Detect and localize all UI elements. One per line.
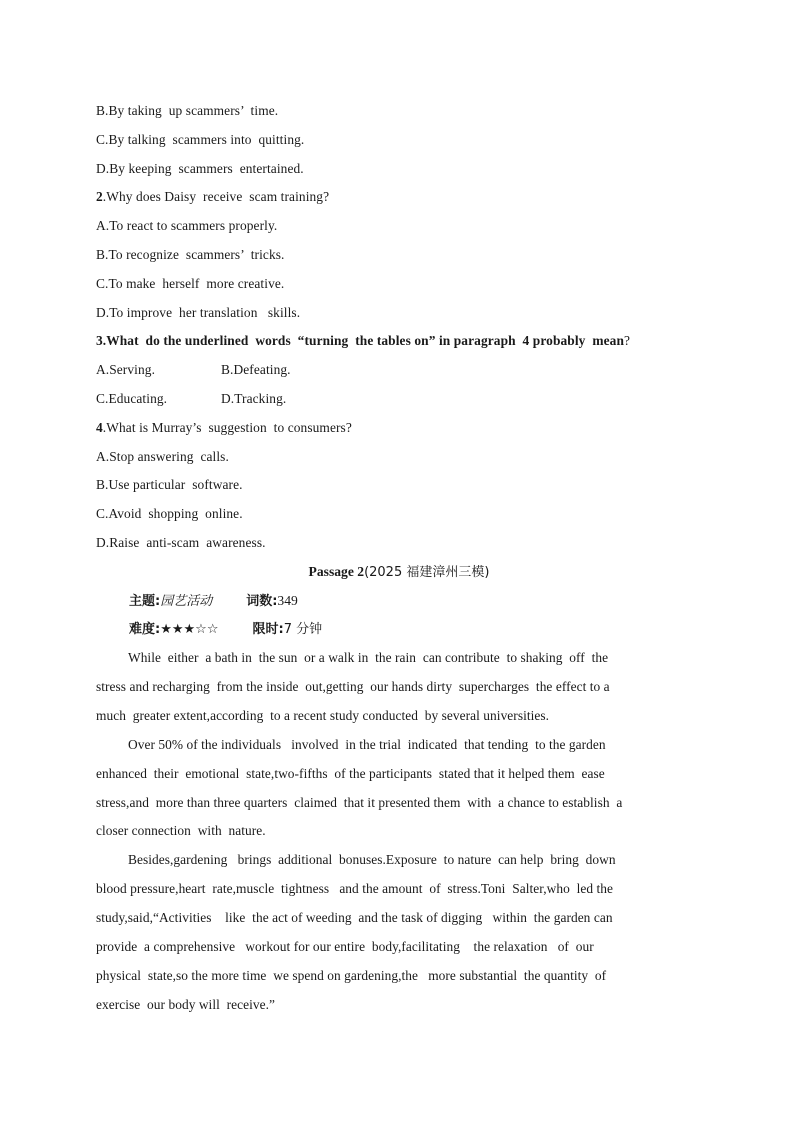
topic-label: 主题:	[129, 593, 161, 609]
passage-source: (2025 福建漳州三模)	[364, 564, 490, 580]
time-limit-label: 限时:	[252, 622, 284, 638]
paragraph-2	[96, 731, 702, 847]
paragraph-line: exercise our body will receive.”	[96, 996, 276, 1012]
q4-option-c: C.Avoid shopping online.	[96, 506, 243, 522]
word-count-value: 349	[277, 592, 298, 608]
passage-name: Passage 2	[308, 563, 365, 579]
q2-option-c: C.To make herself more creative.	[96, 275, 285, 291]
q2-option-d: D.To improve her translation skills.	[96, 304, 301, 320]
passage-meta-difficulty	[96, 615, 702, 644]
topic-value: 园艺活动	[160, 593, 213, 609]
q2-stem	[96, 183, 702, 212]
q4-number: 4	[96, 419, 103, 435]
q4-option-d: D.Raise anti-scam awareness.	[96, 534, 266, 550]
q3-stem-text: .What do the underlined words “turning the tables on” in paragraph 4 probably mean	[102, 333, 624, 349]
difficulty-label: 难度:	[129, 622, 161, 638]
paragraph-line: stress and recharging from the inside out,getting our hands dirty supercharges the effect to a	[96, 679, 610, 695]
paragraph-line: physical state,so the more time we spend on gardening,the more substantial the quantity of	[96, 967, 607, 983]
paragraph-line: provide a comprehensive workout for our entire body,facilitating the relaxation of our	[96, 939, 594, 955]
q3-option-a: A.Serving.	[96, 362, 156, 378]
q1-option-c: C.By talking scammers into quitting.	[96, 131, 305, 147]
time-limit-value: 7 分钟	[283, 622, 323, 638]
paragraph-line: While either a bath in the sun or a walk in the rain can contribute to shaking off the	[128, 650, 609, 666]
q4-option-a: A.Stop answering calls.	[96, 448, 229, 464]
paragraph-line: enhanced their emotional state,two-fifths of the participants stated that it helped them ease	[96, 765, 605, 781]
q3-option-b: B.Defeating.	[221, 362, 291, 378]
q3-options-row-2	[96, 385, 702, 414]
q2-option-b: B.To recognize scammers’ tricks.	[96, 246, 285, 262]
q2-number: 2	[96, 189, 103, 205]
paragraph-line: blood pressure,heart rate,muscle tightness and the amount of stress.Toni Salter,who led the	[96, 881, 614, 897]
q4-option-b: B.Use particular software.	[96, 477, 243, 493]
q1-option-d: D.By keeping scammers entertained.	[96, 160, 304, 176]
paragraph-line: much greater extent,according to a recent study conducted by several universities.	[96, 707, 550, 723]
document-page	[96, 97, 702, 1020]
q4-stem-text: .What is Murray’s suggestion to consumers?	[102, 419, 352, 435]
q3-stem	[96, 327, 702, 356]
paragraph-1	[96, 644, 702, 731]
q4-stem	[96, 414, 702, 443]
passage-title	[96, 558, 702, 587]
q3-options-row-1	[96, 356, 702, 385]
q2-stem-text: .Why does Daisy receive scam training?	[102, 189, 330, 205]
paragraph-line: closer connection with nature.	[96, 823, 266, 839]
q3-number: 3	[96, 333, 103, 349]
q3-option-d: D.Tracking.	[221, 390, 287, 406]
passage-meta-topic	[96, 587, 702, 616]
paragraph-line: stress,and more than three quarters claimed that it presented them with a chance to establish a	[96, 794, 623, 810]
q3-option-c: C.Educating.	[96, 390, 168, 406]
word-count-label: 词数:	[246, 593, 278, 609]
q3-stem-end: ?	[624, 333, 631, 349]
q1-option-b: B.By taking up scammers’ time.	[96, 103, 279, 118]
q2-option-a: A.To react to scammers properly.	[96, 218, 278, 234]
paragraph-line: Over 50% of the individuals involved in the trial indicated that tending to the garden	[128, 736, 606, 752]
difficulty-stars: ★★★☆☆	[160, 622, 219, 638]
paragraph-line: Besides,gardening brings additional bonuses.Exposure to nature can help bring down	[128, 852, 616, 868]
paragraph-3	[96, 846, 702, 1019]
paragraph-line: study,said,“Activities like the act of weeding and the task of digging within the garden can	[96, 910, 613, 926]
